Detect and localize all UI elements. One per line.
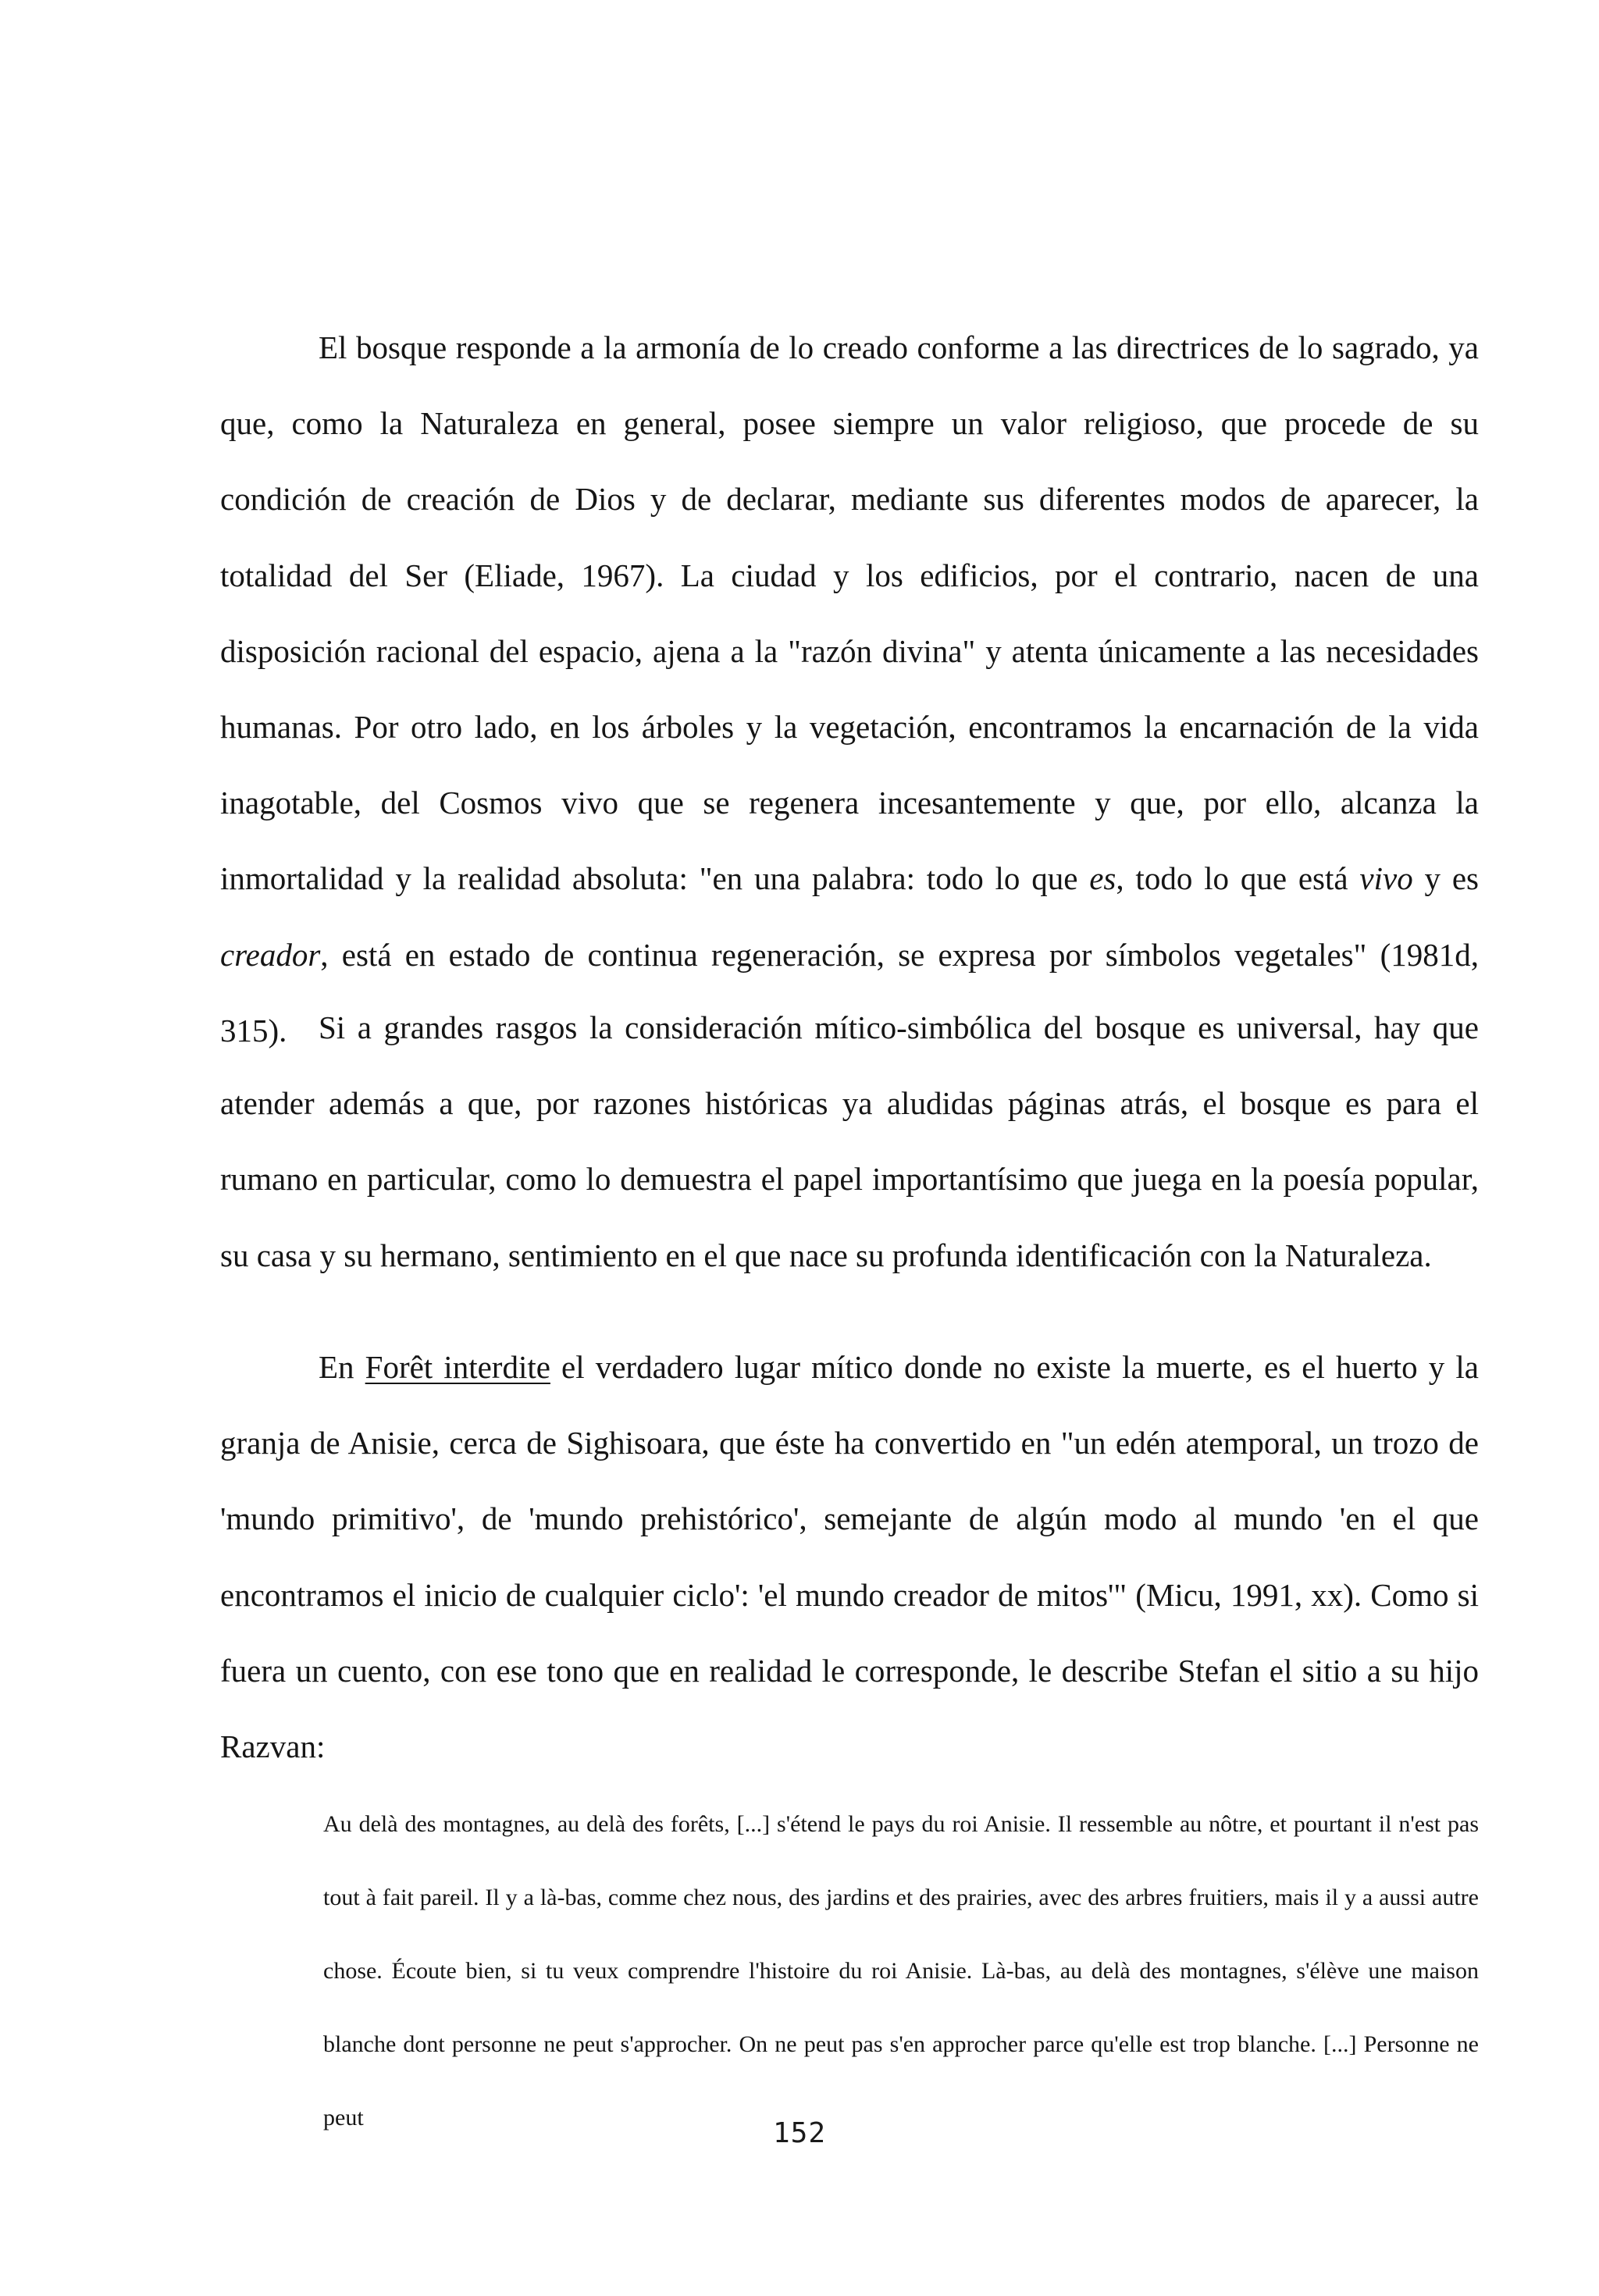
paragraph-foret-interdite [220,1330,1479,1785]
paragraph-3-lead: En [319,1349,365,1385]
paragraph-3-rest: el verdadero lugar mítico donde no existe la muerte, es el huerto y la granja de Anisie, cerca de Sighisoara, que éste ha convertido en "un edén atemporal, un trozo de 'mundo primitivo', de 'mundo prehistórico', semejante de algún modo al mundo 'en el que encontramos el inicio de cualquier ciclo': 'el mundo creador de mitos'" (Micu, 1991, xx). Como si fuera un cuento, con ese tono que en realidad le corresponde, le describe Stefan el sitio a su hijo Razvan: [220,1349,1479,1765]
page-number: 152 [772,2117,827,2149]
paragraph-forest-romanian: Si a grandes rasgos la consideración mítico-simbólica del bosque es universal, hay que atender además a que, por razones históricas ya aludidas páginas atrás, el bosque es para el rumano en particular, como lo demuestra el papel importantísimo que juega en la poesía popular, su casa y su hermano, sentimiento en el que nace su profunda identificación con la Naturaleza. [220,1009,1479,1273]
paragraph-forest-sacred [220,310,1479,1069]
paragraph-1-text-b: , todo lo que está [1116,860,1360,897]
book-title-foret-interdite: Forêt interdite [365,1349,550,1385]
block-quote-french: Au delà des montagnes, au delà des forêts, [...] s'étend le pays du roi Anisie. Il ressemble au nôtre, et pourtant il n'est pas tout à fait pareil. Il y a là-bas, comme chez nous, des jardins et des prairies, avec des arbres fruitiers, mais il y a aussi autre chose. Écoute bien, si tu veux comprendre l'histoire du roi Anisie. Là-bas, au delà des montagnes, s'élève une maison blanche dont personne ne peut s'approcher. On ne peut pas s'en approcher parce qu'elle est trop blanche. [...] Personne ne peut [323,1811,1479,2130]
paragraph-1-text-c: y es [1412,860,1479,897]
paragraph-1-emphasis-vivo: vivo [1359,860,1413,897]
paragraph-1-text-d: , está en estado de continua regeneración, se expresa por símbolos vegetales" (1981d, 315). [220,936,1479,1048]
paragraph-1-text-a: El bosque responde a la armonía de lo creado conforme a las directrices de lo sagrado, ya que, como la Naturaleza en general, posee siempre un valor religioso, que procede de su condición de creación de Dios y de declarar, mediante sus diferentes modos de aparecer, la totalidad del Ser (Eliade, 1967). La ciudad y los edificios, por el contrario, nacen de una disposición racional del espacio, ajena a la "razón divina" y atenta únicamente a las necesidades humanas. Por otro lado, en los árboles y la vegetación, encontramos la encarnación de la vida inagotable, del Cosmos vivo que se regenera incesantemente y que, por ello, alcanza la inmortalidad y la realidad absoluta: "en una palabra: todo lo que [220,329,1479,897]
paragraph-1-emphasis-es: es [1089,860,1116,897]
paragraph-1-emphasis-creador: creador [220,936,321,973]
